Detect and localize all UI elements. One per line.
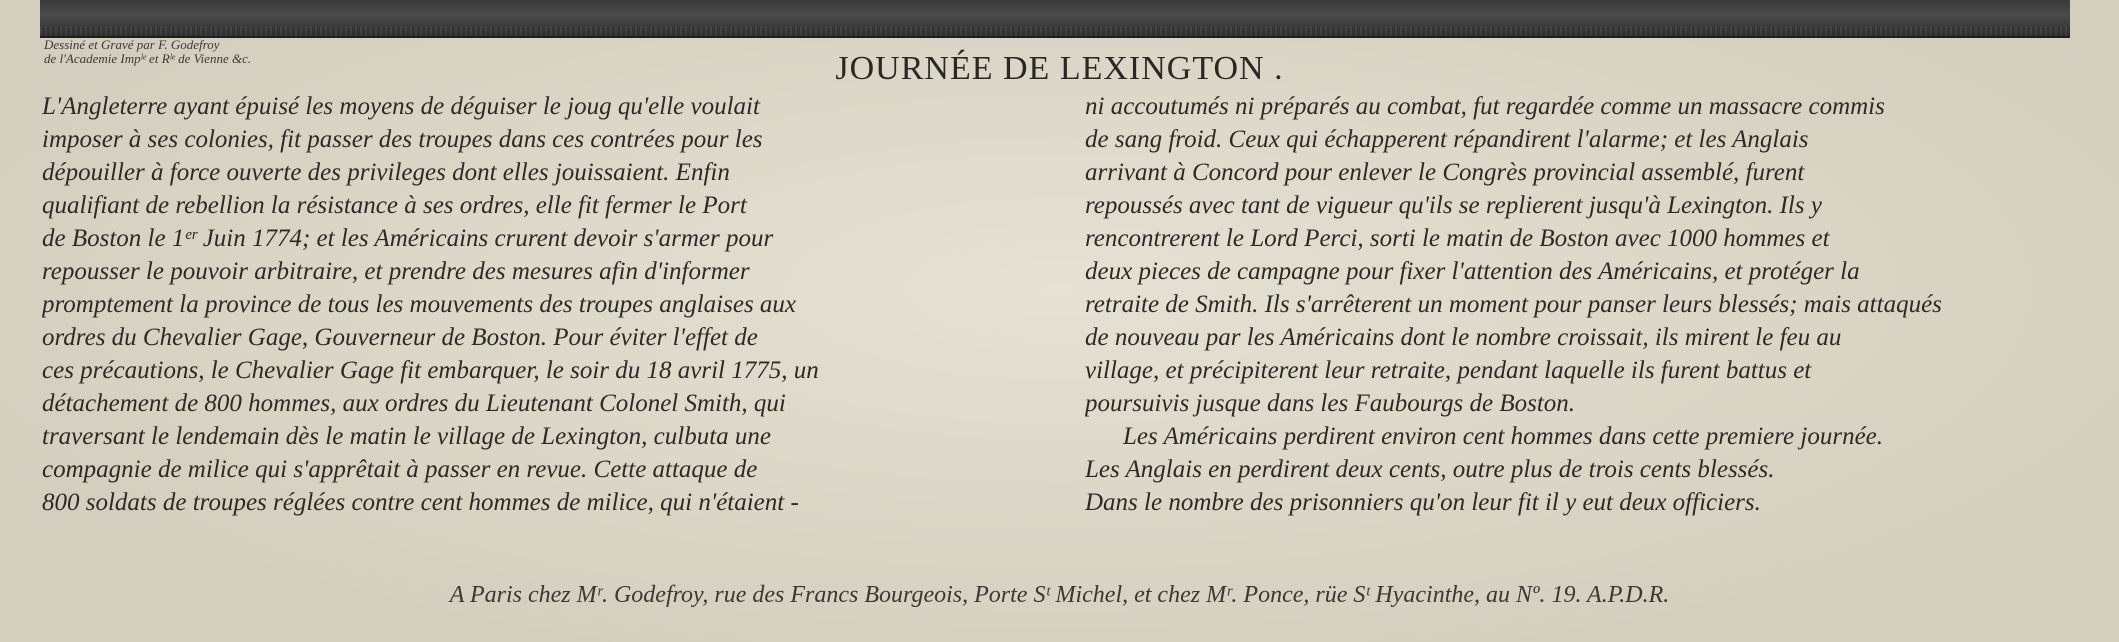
text-line: Les Anglais en perdirent deux cents, outre plus de trois cents blessés. [1085,456,1775,483]
text-line: imposer à ses colonies, fit passer des troupes dans ces contrées pour les [42,126,763,153]
text-line: village, et précipiterent leur retraite, pendant laquelle ils furent battus et [1085,357,1812,384]
page-title: JOURNÉE DE LEXINGTON . [835,50,1284,87]
text-line: promptement la province de tous les mouvements des troupes anglaises aux [42,291,797,318]
text-line: retraite de Smith. Ils s'arrêterent un moment pour panser leurs blessés; mais attaqués [1085,291,1942,318]
text-line: arrivant à Concord pour enlever le Congrès provincial assemblé, furent [1085,159,1805,186]
text-line: traversant le lendemain dès le matin le village de Lexington, culbuta une [42,423,772,450]
text-line: repoussés avec tant de vigueur qu'ils se replierent jusqu'à Lexington. Ils y [1085,192,1822,219]
text-line: ni accoutumés ni préparés au combat, fut regardée comme un massacre commis [1085,93,1885,120]
text-line: ordres du Chevalier Gage, Gouverneur de Boston. Pour éviter l'effet de [42,324,758,351]
text-line: Dans le nombre des prisonniers qu'on leur fit il y eut deux officiers. [1085,489,1761,516]
text-line: 800 soldats de troupes réglées contre cent hommes de milice, qui n'étaient - [42,489,799,516]
text-line: qualifiant de rebellion la résistance à ses ordres, elle fit fermer le Port [42,192,747,219]
text-line: L'Angleterre ayant épuisé les moyens de déguiser le joug qu'elle voulait [42,93,760,120]
text-column-left [42,90,1042,519]
text-line: Les Américains perdirent environ cent hommes dans cette premiere journée. [1123,423,1884,450]
text-line: dépouiller à force ouverte des privileges dont elles jouissaient. Enfin [42,159,730,186]
text-line: poursuivis jusque dans les Faubourgs de Boston. [1085,390,1576,417]
text-line: deux pieces de campagne pour fixer l'attention des Américains, et protéger la [1085,258,1860,285]
text-line: rencontrerent le Lord Perci, sorti le matin de Boston avec 1000 hommes et [1085,225,1830,252]
publisher-imprint: A Paris chez Mʳ. Godefroy, rue des Francs Bourgeois, Porte Sᵗ Michel, et chez Mʳ. Ponce, rüe Sᵗ Hyacinthe, au Nº. 19. A.P.D.R. [449,582,1670,608]
text-line: de sang froid. Ceux qui échapperent répandirent l'alarme; et les Anglais [1085,126,1809,153]
text-line: repousser le pouvoir arbitraire, et prendre des mesures afin d'informer [42,258,750,285]
text-line: de nouveau par les Américains dont le nombre croissait, ils mirent le feu au [1085,324,1842,351]
credit-line-1: Dessiné et Gravé par F. Godefroy [44,37,220,52]
text-line: compagnie de milice qui s'apprêtait à passer en revue. Cette attaque de [42,456,758,483]
text-line: détachement de 800 hommes, aux ordres du Lieutenant Colonel Smith, qui [42,390,786,417]
text-line: de Boston le 1ᵉʳ Juin 1774; et les Américains crurent devoir s'armer pour [42,225,774,252]
text-line: ces précautions, le Chevalier Gage fit embarquer, le soir du 18 avril 1775, un [42,357,819,384]
text-column-right [1085,90,2090,519]
engraving-image-edge [40,0,2070,38]
credit-line-2: de l'Academie Impˡᵉ et Rˡᵉ de Vienne &c. [44,51,252,66]
